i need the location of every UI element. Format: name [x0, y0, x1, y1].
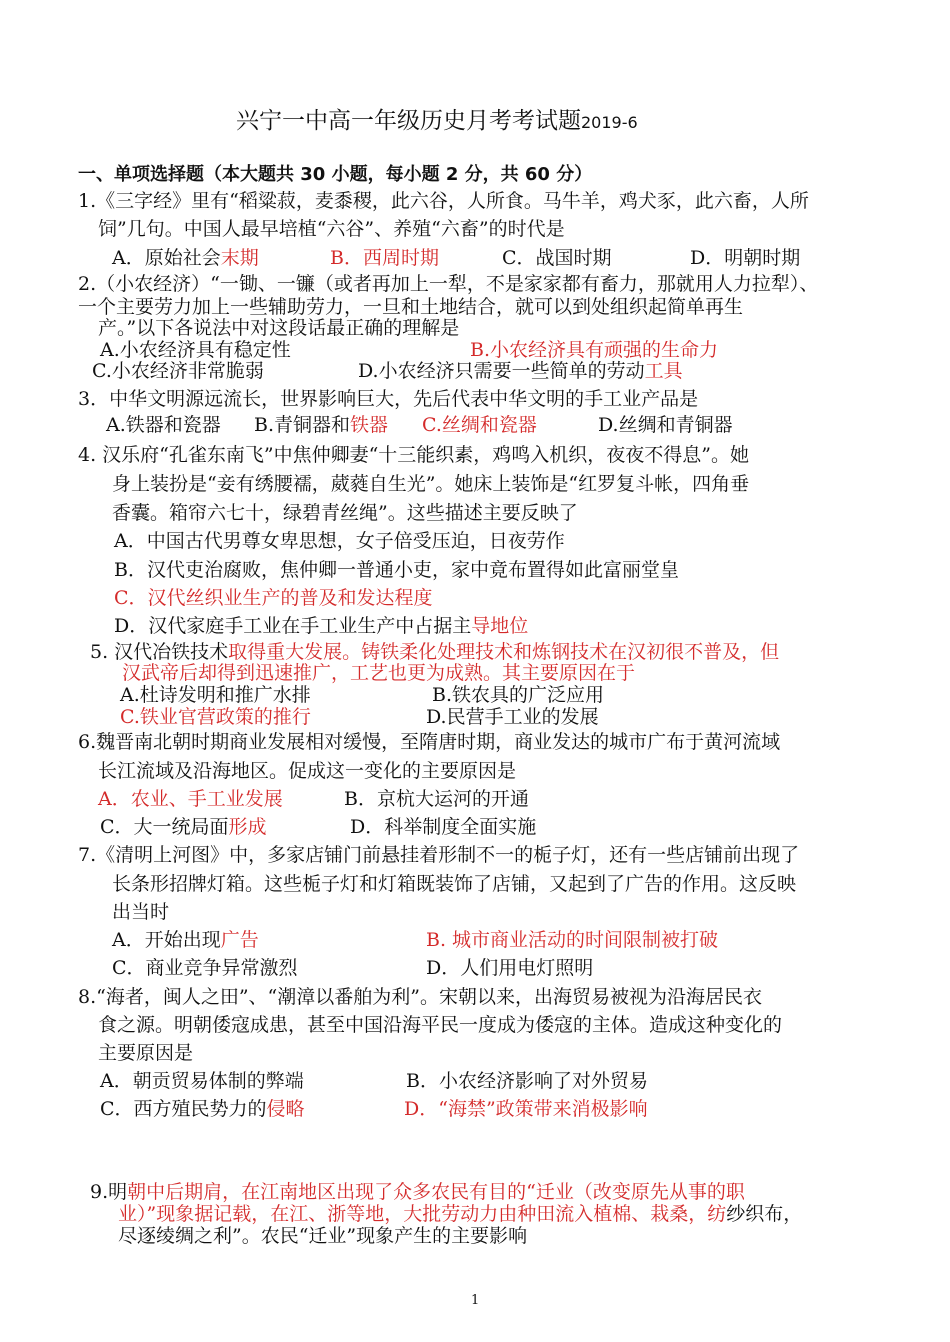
text-line [502, 246, 612, 270]
text-line [112, 956, 298, 980]
text-line [406, 1069, 648, 1093]
text-line [426, 928, 718, 952]
answer-highlight: B．西周时期 [330, 247, 439, 269]
text-segment: B．京杭大运河的开通 [344, 788, 529, 810]
text-segment: 产。”以下各说法中对这段话最正确的理解是 [98, 317, 460, 339]
answer-highlight: B.小农经济具有顽强的生命力 [470, 339, 719, 361]
text-segment: A.小农经济具有稳定性 [100, 339, 291, 361]
text-segment: 8.“海者，闽人之田”、“潮漳以番舶为利”。宋朝以来，出海贸易被视为沿海居民衣 [78, 986, 762, 1008]
text-segment: 一个主要劳力加上一些辅助劳力，一旦和土地结合，就可以到处组织起简单再生 [78, 296, 744, 318]
text-segment: D.民营手工业的发展 [426, 706, 599, 728]
answer-highlight: 末期 [220, 247, 259, 269]
text-line [100, 815, 267, 839]
text-segment: D．科举制度全面实施 [350, 816, 537, 838]
answer-highlight: D．“海禁”政策带来消极影响 [404, 1098, 648, 1120]
text-line [114, 586, 433, 610]
answer-highlight: 汉武帝后却得到迅速推广，工艺也更为成熟。其主要原因在于 [122, 662, 636, 684]
text-segment: 2.（小农经济）“一锄、一镰（或者再加上一犁，不是家家都有畜力，那就用人力拉犁）、 [78, 273, 819, 295]
text-line [98, 787, 283, 811]
text-line [122, 661, 635, 685]
text-segment: B.铁农具的广泛应用 [432, 684, 605, 706]
text-segment: 主要原因是 [98, 1042, 194, 1064]
text-segment: B．小农经济影响了对外贸易 [406, 1070, 648, 1092]
text-segment: 饲”几句。中国人最早培植“六谷”、养殖“六畜”的时代是 [98, 218, 565, 240]
text-segment: A．朝贡贸易体制的弊端 [100, 1070, 304, 1092]
answer-highlight: 导地位 [471, 615, 529, 637]
text-segment: 长江流域及沿海地区。促成这一变化的主要原因是 [98, 760, 517, 782]
text-line [344, 787, 529, 811]
answer-highlight: C.铁业官营政策的推行 [120, 706, 311, 728]
text-line [90, 1180, 745, 1204]
answer-highlight: 侵略 [266, 1098, 305, 1120]
text-line [78, 387, 698, 411]
text-segment: 5. 汉代冶铁技术 [90, 641, 229, 663]
text-segment: 3．中华文明源远流长，世界影响巨大，先后代表中华文明的手工业产品是 [78, 388, 699, 410]
text-segment: C.小农经济非常脆弱 [92, 360, 264, 382]
text-line [78, 985, 762, 1009]
text-line [118, 1224, 527, 1248]
text-line [112, 246, 259, 270]
text-line [112, 472, 749, 496]
text-segment: C．战国时期 [502, 247, 612, 269]
page-title [236, 102, 638, 135]
text-line [690, 246, 800, 270]
text-line [92, 359, 264, 383]
answer-highlight: 广告 [220, 929, 259, 951]
text-segment: A．开始出现 [112, 929, 221, 951]
text-line [100, 1069, 304, 1093]
text-segment: 4. 汉乐府“孔雀东南飞”中焦仲卿妻“十三能织素，鸡鸣入机织，夜夜不得息”。她 [78, 444, 750, 466]
text-line [330, 246, 439, 270]
text-line [120, 705, 311, 729]
text-line [98, 1041, 193, 1065]
text-segment: C．商业竞争异常激烈 [112, 957, 298, 979]
text-segment: 6.魏晋南北朝时期商业发展相对缓慢，至隋唐时期，商业发达的城市广布于黄河流域 [78, 731, 781, 753]
text-line [114, 614, 528, 638]
page-number: 1 [471, 1293, 480, 1308]
text-line [120, 683, 311, 707]
text-line [106, 413, 221, 437]
answer-highlight: B. 城市商业活动的时间限制被打破 [426, 929, 719, 951]
text-line [112, 872, 796, 896]
text-line [426, 956, 593, 980]
text-segment: C．大一统局面 [100, 816, 229, 838]
answer-highlight: 形成 [228, 816, 267, 838]
answer-highlight: 取得重大发展。铸铁柔化处理技术和炼钢技术在汉初很不普及，但 [228, 641, 780, 663]
text-segment: 9.明 [90, 1181, 128, 1203]
answer-highlight: 业）”现象据记载，在江、浙等地，大批劳动力由种田流入植棉、栽桑，纺 [118, 1203, 727, 1225]
text-line [422, 413, 537, 437]
text-segment: 食之源。明朝倭寇成患，甚至中国沿海平民一度成为倭寇的主体。造成这种变化的 [98, 1014, 783, 1036]
text-segment: C．西方殖民势力的 [100, 1098, 267, 1120]
text-line [78, 443, 749, 467]
text-line [432, 683, 604, 707]
text-line [404, 1097, 648, 1121]
text-line [254, 413, 388, 437]
text-segment: D.小农经济只需要一些简单的劳动 [358, 360, 645, 382]
text-line [358, 359, 683, 383]
text-line [112, 900, 169, 924]
text-line [78, 272, 818, 296]
text-line [98, 217, 565, 241]
answer-highlight: C.丝绸和瓷器 [422, 414, 537, 436]
answer-highlight: 朝中后期肩，在江南地区出现了众多农民有目的“迁业（改变原先从事的职 [127, 1181, 745, 1203]
text-line [78, 843, 799, 867]
text-line [598, 413, 733, 437]
answer-highlight: A．农业、手工业发展 [98, 788, 283, 810]
title-main: 兴宁一中高一年级历史月考考试题 [236, 108, 581, 134]
text-segment: D.丝绸和青铜器 [598, 414, 733, 436]
text-segment: 出当时 [112, 901, 170, 923]
title-date: 2019-6 [581, 113, 638, 132]
text-line [426, 705, 599, 729]
text-segment: A．中国古代男尊女卑思想，女子倍受压迫，日夜劳作 [114, 530, 565, 552]
text-line [78, 730, 780, 754]
text-line [114, 529, 565, 553]
text-line [114, 558, 679, 582]
text-line [350, 815, 536, 839]
text-segment: 长条形招牌灯箱。这些栀子灯和灯箱既装饰了店铺，又起到了广告的作用。这反映 [112, 873, 797, 895]
text-line [98, 1013, 782, 1037]
text-segment: B．汉代吏治腐败，焦仲卿一普通小吏，家中竟布置得如此富丽堂皇 [114, 559, 679, 581]
text-line [100, 1097, 305, 1121]
text-segment: 1.《三字经》里有“稻粱菽，麦黍稷，此六谷，人所食。马牛羊，鸡犬豕，此六畜，人所 [78, 190, 809, 212]
text-line [78, 189, 809, 213]
text-line [118, 1202, 802, 1226]
answer-highlight: 铁器 [350, 414, 389, 436]
text-line [112, 501, 578, 525]
text-segment: D．汉代家庭手工业在手工业生产中占据主 [114, 615, 472, 637]
answer-highlight: 工具 [644, 360, 683, 382]
text-segment: 尽逐绫绸之利”。农民“迁业”现象产生的主要影响 [118, 1225, 528, 1247]
text-segment: A.铁器和瓷器 [106, 414, 221, 436]
section-heading: 一、单项选择题（本大题共 30 小题，每小题 2 分，共 60 分） [78, 164, 593, 185]
text-line [112, 928, 259, 952]
text-segment: 身上装扮是“妾有绣腰襦，葳蕤自生光”。她床上装饰是“红罗复斗帐，四角垂 [112, 473, 750, 495]
text-segment: 7.《清明上河图》中，多家店铺门前悬挂着形制不一的栀子灯，还有一些店铺前出现了 [78, 844, 800, 866]
text-segment: 香囊。箱帘六七十，绿碧青丝绳”。这些描述主要反映了 [112, 502, 578, 524]
answer-highlight: C．汉代丝织业生产的普及和发达程度 [114, 587, 433, 609]
text-line [98, 316, 459, 340]
text-segment: D．明朝时期 [690, 247, 801, 269]
text-segment: B.青铜器和 [254, 414, 351, 436]
text-segment: A．原始社会 [112, 247, 221, 269]
text-line [98, 759, 516, 783]
text-segment: 纱织布， [726, 1203, 803, 1225]
text-segment: A.杜诗发明和推广水排 [120, 684, 311, 706]
text-segment: D．人们用电灯照明 [426, 957, 594, 979]
